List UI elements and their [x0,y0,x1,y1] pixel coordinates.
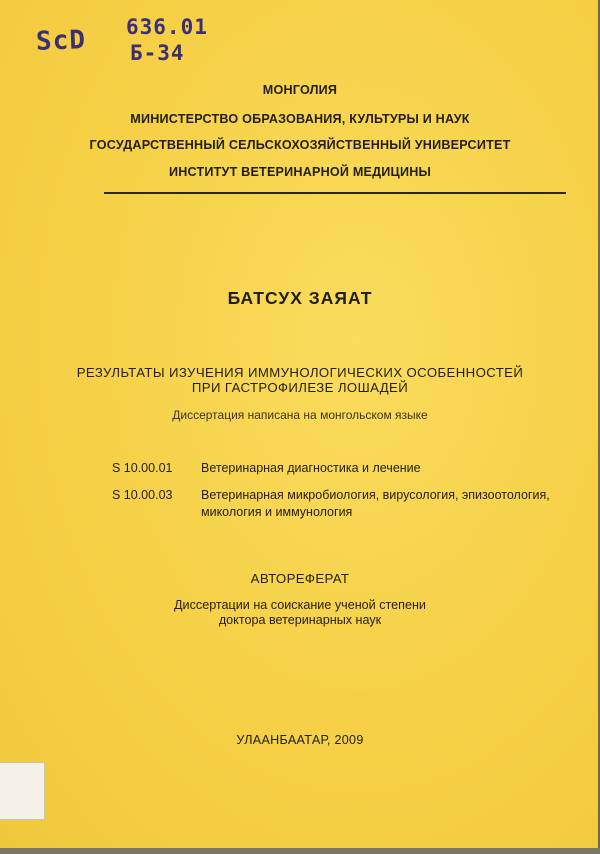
specialty-code-1: S 10.00.01 [112,461,173,475]
title-line-2: ПРИ ГАСТРОФИЛЕЗЕ ЛОШАДЕЙ [191,380,409,395]
tape-strip [0,762,45,820]
document-type: АВТОРЕФЕРАТ [250,571,350,586]
title-line-1: РЕЗУЛЬТАТЫ ИЗУЧЕНИЯ ИММУНОЛОГИЧЕСКИХ ОСОБЕННОСТЕЙ [76,365,524,380]
header-divider [104,192,566,194]
degree-line-1: Диссертации на соискание ученой степени [174,598,426,612]
library-class-number: 636.01 [126,15,208,39]
library-mark-prefix: ScD [35,25,87,57]
specialty-name-2: Ветеринарная микробиология, вирусология, эпизоотология, микология и иммунология [201,488,550,519]
header-ministry: МИНИСТЕРСТВО ОБРАЗОВАНИЯ, КУЛЬТУРЫ И НАУК [130,112,470,126]
header-university: ГОСУДАРСТВЕННЫЙ СЕЛЬСКОХОЗЯЙСТВЕННЫЙ УНИВЕРСИТЕТ [89,138,511,152]
language-note: Диссертация написана на монгольском языке [172,408,428,422]
page-bottom-shadow [0,848,600,854]
degree-line-2: доктора ветеринарных наук [218,613,382,627]
specialty-name-1: Ветеринарная диагностика и лечение [201,461,421,475]
library-author-code: Б-34 [130,41,185,65]
header-institute: ИНСТИТУТ ВЕТЕРИНАРНОЙ МЕДИЦИНЫ [168,165,432,179]
header-country: МОНГОЛИЯ [262,83,338,97]
author-name: БАТСУХ ЗАЯАТ [227,288,373,308]
specialty-code-2: S 10.00.03 [112,488,173,502]
city-year: УЛААНБААТАР, 2009 [236,733,364,747]
